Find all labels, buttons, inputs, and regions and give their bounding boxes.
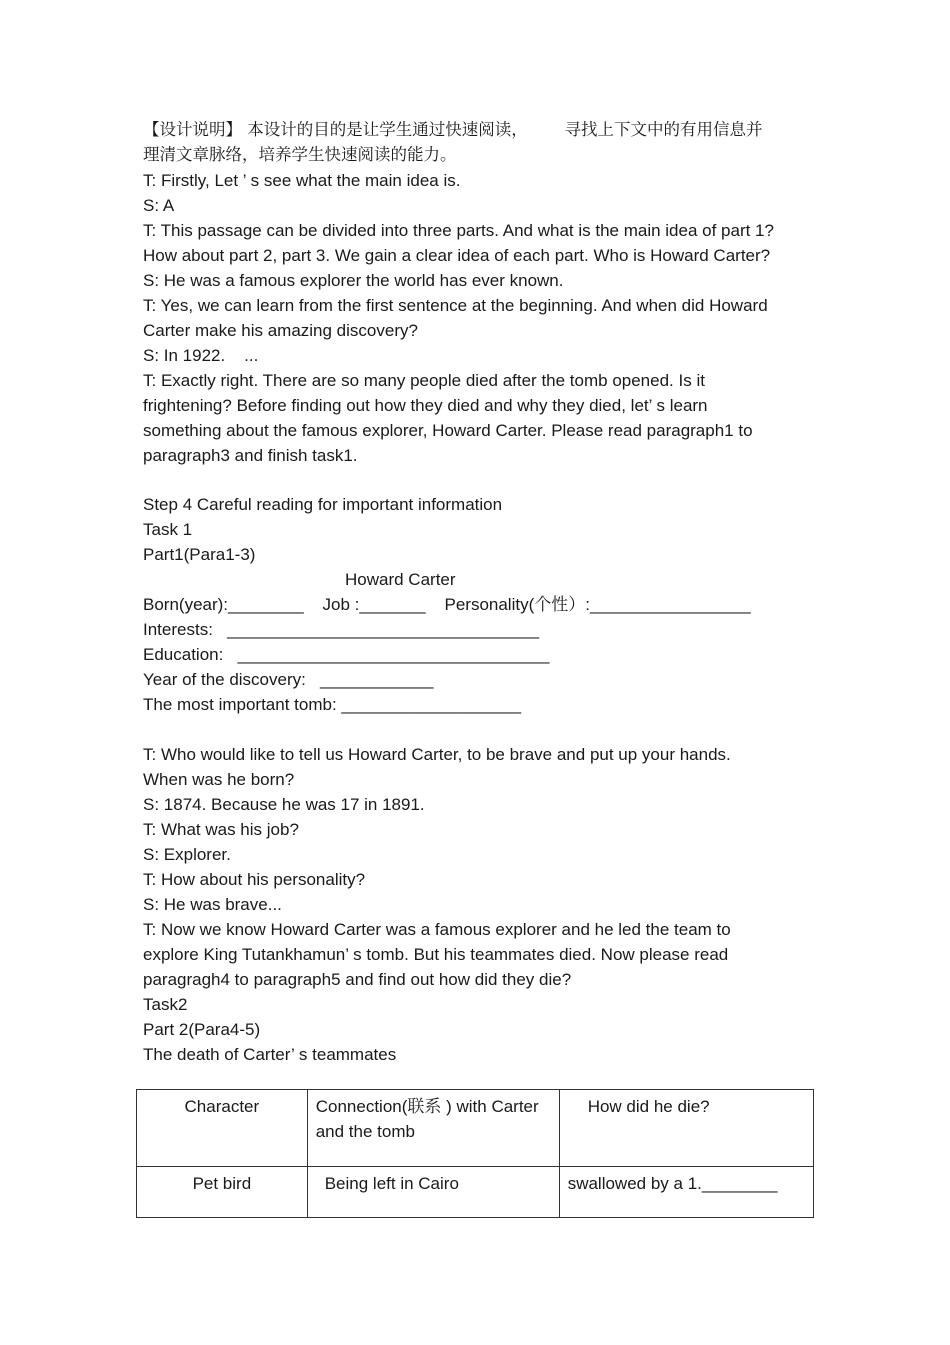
dialogue-line: frightening? Before finding out how they died and why they died, let’ s learn — [143, 396, 708, 415]
dialogue-line: S: A — [143, 196, 175, 215]
dialogue-line: T: What was his job? — [143, 820, 299, 839]
form-field-important-tomb: The most important tomb: ___________________ — [143, 695, 522, 714]
dialogue-line: S: 1874. Because he was 17 in 1891. — [143, 795, 425, 814]
dialogue-line: explore King Tutankhamun’ s tomb. But his teammates died. Now please read — [143, 945, 729, 964]
dialogue-line: S: Explorer. — [143, 845, 231, 864]
cell-connection: Being left in Cairo — [307, 1167, 559, 1218]
dialogue-line: T: Exactly right. There are so many people died after the tomb opened. Is it — [143, 371, 705, 390]
header-how-died: How did he die? — [559, 1090, 813, 1167]
dialogue-line: S: He was brave... — [143, 895, 282, 914]
design-note-line-2: 理清文章脉络，培养学生快速阅读的能力。 — [143, 145, 457, 164]
header-character: Character — [137, 1090, 308, 1167]
design-note-line-1: 【设计说明】 本设计的目的是让学生通过快速阅读， 寻找上下文中的有用信息并 — [143, 120, 763, 139]
header-connection: Connection(联系 ) with Carter and the tomb — [307, 1090, 559, 1167]
dialogue-line: T: Who would like to tell us Howard Carter, to be brave and put up your hands. — [143, 745, 731, 764]
cell-how-died: swallowed by a 1.________ — [559, 1167, 813, 1218]
form-field-discovery-year: Year of the discovery: ____________ — [143, 670, 434, 689]
dialogue-line: paragraph3 and finish task1. — [143, 446, 358, 465]
dialogue-line: How about part 2, part 3. We gain a clear idea of each part. Who is Howard Carter? — [143, 246, 771, 265]
form-field-education: Education: _________________________________ — [143, 645, 550, 664]
dialogue-line: T: This passage can be divided into three parts. And what is the main idea of part 1? — [143, 221, 774, 240]
dialogue-line: Carter make his amazing discovery? — [143, 321, 418, 340]
dialogue-line: something about the famous explorer, Howard Carter. Please read paragraph1 to — [143, 421, 753, 440]
table-row — [137, 1167, 814, 1218]
dialogue-line: When was he born? — [143, 770, 295, 789]
table-header-row — [137, 1090, 814, 1167]
task1-label: Task 1 — [143, 520, 193, 539]
form-title: Howard Carter — [345, 570, 456, 589]
dialogue-line: S: He was a famous explorer the world has ever known. — [143, 271, 564, 290]
dialogue-line: paragragh4 to paragraph5 and find out how did they die? — [143, 970, 572, 989]
dialogue-line: T: Yes, we can learn from the first sentence at the beginning. And when did Howard — [143, 296, 768, 315]
part2-label: Part 2(Para4-5) — [143, 1020, 261, 1039]
dialogue-line: T: How about his personality? — [143, 870, 366, 889]
dialogue-line: S: In 1922. ... — [143, 346, 259, 365]
task2-label: Task2 — [143, 995, 188, 1014]
form-field-interests: Interests: _________________________________ — [143, 620, 540, 639]
dialogue-line: T: Now we know Howard Carter was a famous explorer and he led the team to — [143, 920, 731, 939]
teammates-death-table — [136, 1089, 814, 1218]
part1-label: Part1(Para1-3) — [143, 545, 256, 564]
cell-character: Pet bird — [137, 1167, 308, 1218]
form-field-born-job-personality: Born(year):________ Job :_______ Personality(个性）:_________________ — [143, 595, 751, 614]
table-caption: The death of Carter’ s teammates — [143, 1045, 397, 1064]
dialogue-line: T: Firstly, Let ’ s see what the main idea is. — [143, 171, 461, 190]
step4-heading: Step 4 Careful reading for important information — [143, 495, 503, 514]
